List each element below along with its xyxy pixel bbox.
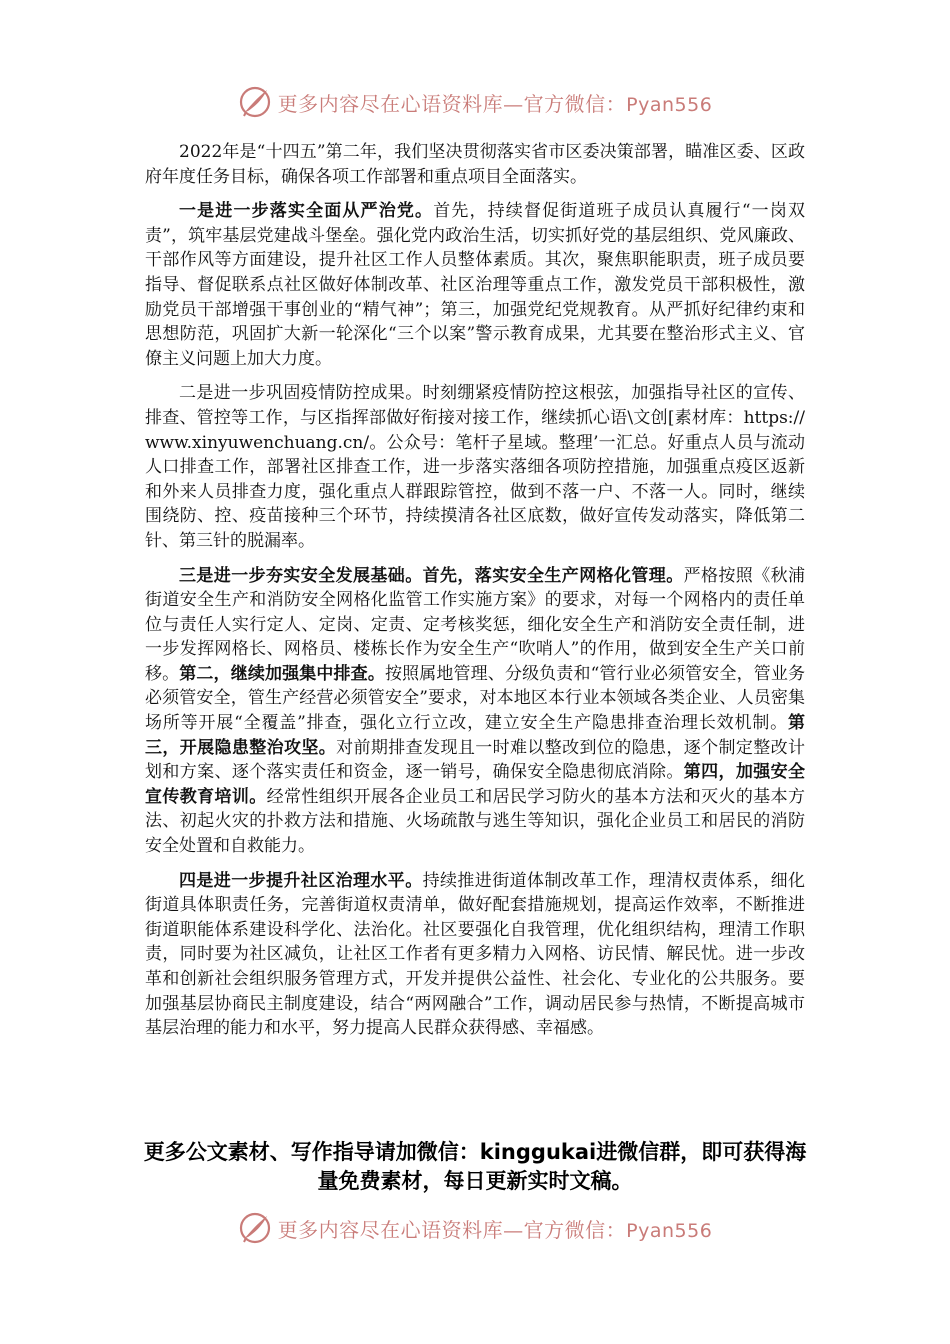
watermark-text: 更多内容尽在心语资料库—官方微信：Pyan556: [277, 1217, 713, 1242]
section-two-paragraph: 二是进一步巩固疫情防控成果。时刻绷紧疫情防控这根弦，加强指导社区的宣传、排查、管控等工作，与区指挥部做好衔接对接工作，继续抓心语\文创[素材库：https://www.xinyuwenchuang.cn/。公众号：笔杆子星域。整理’一汇总。好重点人员与流动人口排查工作，部署社区排查工作，进一步落实落细各项防控措施，加强重点疫区返新和外来人员排查力度，强化重点人群跟踪管控，做到不落一户、不落一人。同时，继续围绕防、控、疫苗接种三个环节，持续摸清各社区底数，做好宣传发动落实，降低第二针、第三针的脱漏率。: [145, 383, 805, 551]
section-three-paragraph: 三是进一步夯实安全发展基础。首先，落实安全生产网格化管理。严格按照《秋浦街道安全生产和消防安全网格化监管工作实施方案》的要求，对每一个网格内的责任单位与责任人实行定人、定岗、定责、定考核奖惩，细化安全生产和消防安全责任制，进一步发挥网格长、网格员、楼栋长作为安全生产“吹哨人”的作用，做到安全生产关口前移。第二，继续加强集中排查。按照属地管理、分级负责和“管行业必须管安全，管业务必须管安全，管生产经营必须管安全”要求，对本地区本行业本领域各类企业、人员密集场所等开展“全覆盖”排查，强化立行立改，建立安全生产隐患排查治理长效机制。第三，开展隐患整治攻坚。对前期排查发现且一时难以整改到位的隐患，逐个制定整改计划和方案、逐个落实责任和资金，逐一销号，确保安全隐患彻底消除。第四，加强安全宣传教育培训。经常性组织开展各企业员工和居民学习防火的基本方法和灭火的基本方法、初起火灾的扑救方法和措施、火场疏散与逃生等知识，强化企业员工和居民的消防安全处置和自救能力。: [145, 565, 806, 857]
section-three-sub-two: 第二，继续加强集中排查。: [179, 663, 385, 684]
section-three-sub-four: 第四，加强安全宣传教育培训。: [145, 762, 806, 807]
section-four-heading: 四是进一步提升社区治理水平。: [179, 870, 423, 891]
quill-logo-icon: [238, 85, 272, 119]
intro-paragraph: 2022年是“十四五”第二年，我们坚决贯彻落实省市区委决策部署，瞄准区委、区政府年度任务目标，确保各项工作部署和重点项目全面落实。: [145, 142, 805, 187]
watermark-wechat-id: Pyan556: [626, 93, 713, 116]
section-one-heading: 一是进一步落实全面从严治党。: [179, 201, 434, 222]
section-four-paragraph: 四是进一步提升社区治理水平。持续推进街道体制改革工作，理清权责体系，细化街道具体职责任务，完善街道权责清单，做好配套措施规划，提高运作效率，不断推进街道职能体系建设科学化、法治化。社区要强化自我管理，优化组织结构，理清工作职责，同时要为社区减负，让社区工作者有更多精力入网格、访民情、解民忧。进一步改革和创新社会组织服务管理方式，开发并提供公益性、社会化、专业化的公共服务。要加强基层协商民主制度建设，结合“两网融合”工作，调动居民参与热情，不断提高城市基层治理的能力和水平，努力提高人民群众获得感、幸福感。: [145, 870, 806, 1039]
watermark-wechat-id: Pyan556: [626, 1219, 713, 1242]
section-three-sub-three: 第三，开展隐患整治攻坚。: [145, 713, 805, 758]
quill-logo-icon: [238, 1211, 272, 1245]
section-one-paragraph: 一是进一步落实全面从严治党。首先，持续督促街道班子成员认真履行“一岗双责”，筑牢基层党建战斗堡垒。强化党内政治生活，切实抓好党的基层组织、党风廉政、干部作风等方面建设，提升社区工作人员整体素质。其次，聚焦职能职责，班子成员要指导、督促联系点社区做好体制改革、社区治理等重点工作，激发党员干部积极性，激励党员干部增强干事创业的“精气神”；第三，加强党纪党规教育。从严抓好纪律约束和思想防范，巩固扩大新一轮深化“三个以案”警示教育成果，尤其要在整治形式主义、官僚主义问题上加大力度。: [145, 201, 805, 369]
section-three-heading: 三是进一步夯实安全发展基础。首先，落实安全生产网格化管理。: [179, 565, 684, 586]
watermark-banner-top: [0, 82, 950, 122]
watermark-text: 更多内容尽在心语资料库—官方微信：Pyan556: [277, 91, 713, 116]
document-body: [145, 140, 805, 1051]
footer-call-to-action: 更多公文素材、写作指导请加微信：kinggukai进微信群，即可获得海量免费素材，每日更新实时文稿。: [143, 1140, 807, 1193]
watermark-banner-bottom: [0, 1208, 950, 1248]
